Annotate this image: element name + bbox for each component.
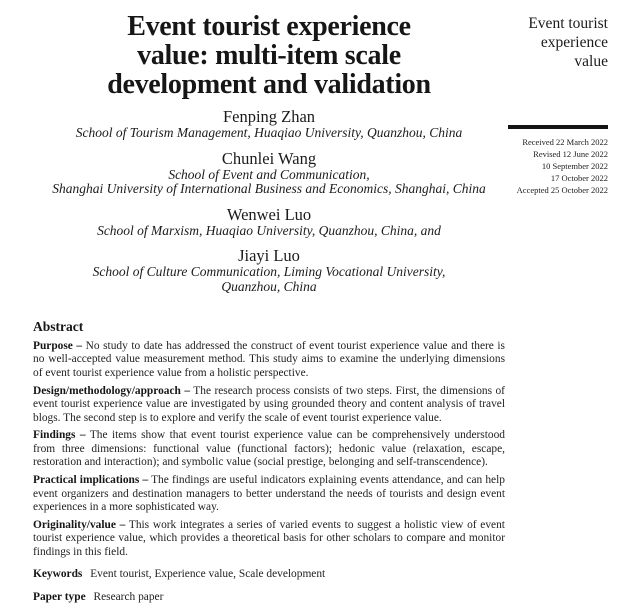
author-name: Fenping Zhan bbox=[222, 107, 316, 126]
author bbox=[33, 247, 505, 294]
affiliation-line: School of Event and Communication, bbox=[168, 166, 370, 182]
abstract-label: Design/methodology/approach – bbox=[33, 384, 191, 397]
abstract-text: The items show that event tourist experience value can be comprehensively understood from three dimensions: functional value (functional factors); hedonic value (relaxation, escape, restoration and interaction); and symbolic value (social prestige, belonging and self-transcendence). bbox=[33, 429, 505, 469]
affiliation-line: Quanzhou, China bbox=[221, 278, 317, 294]
abstract-text: This work integrates a series of varied events to suggest a holistic view of event tourist experience value, which provides a theoretical basis for other scholars to compare and monitor findings in this field. bbox=[33, 518, 505, 558]
journal-sidebar bbox=[508, 14, 608, 196]
abstract-paragraph-design bbox=[33, 385, 505, 425]
received-dates bbox=[508, 136, 608, 196]
keywords-text: Event tourist, Experience value, Scale development bbox=[90, 568, 326, 581]
title-line: value: multi-item scale bbox=[137, 40, 401, 71]
abstract-paragraph-purpose bbox=[33, 340, 505, 380]
abstract-text: The findings are useful indicators explaining events attendance, and can help event organizers and destination managers to better understand the needs of tourists and design event experiences in a more sophisticated way. bbox=[33, 474, 505, 513]
author-affiliation bbox=[33, 168, 505, 197]
keywords-label: Keywords bbox=[33, 568, 83, 581]
abstract-text: No study to date has addressed the construct of event tourist experience value and there is no well-accepted value measurement method. This study aims to examine the underlying dimensions of event tourist experience value from a holistic perspective. bbox=[33, 340, 505, 379]
date-line: Accepted 25 October 2022 bbox=[516, 185, 608, 195]
abstract-section bbox=[33, 319, 505, 604]
paper-type-text: Research paper bbox=[93, 590, 164, 603]
article-title bbox=[33, 12, 505, 99]
title-line: Event tourist experience bbox=[127, 11, 411, 42]
paper-type-label: Paper type bbox=[33, 590, 86, 603]
abstract-paragraph-originality bbox=[33, 519, 505, 559]
affiliation-line: School of Marxism, Huaqiao University, Quanzhou, China, and bbox=[97, 222, 441, 238]
author-name: Wenwei Luo bbox=[226, 204, 312, 224]
abstract-paragraph-practical bbox=[33, 474, 505, 514]
date-line: Received 22 March 2022 bbox=[522, 137, 608, 147]
abstract-text: The research process consists of two steps. First, the dimensions of event tourist experience value are investigated by using grounded theory and content analysis of travel blogs. The second step is to explore and verify the scale of event tourist experience value. bbox=[33, 384, 505, 424]
author bbox=[33, 206, 505, 239]
author-name: Jiayi Luo bbox=[238, 246, 300, 265]
abstract-label: Purpose – bbox=[33, 340, 83, 352]
author-affiliation bbox=[33, 224, 505, 239]
abstract-label: Findings – bbox=[33, 429, 86, 442]
date-line: Revised 12 June 2022 bbox=[533, 149, 608, 159]
running-title-line: value bbox=[574, 53, 608, 70]
author bbox=[33, 150, 505, 197]
author bbox=[33, 108, 505, 141]
abstract-label: Practical implications – bbox=[33, 474, 149, 487]
main-column bbox=[33, 12, 505, 604]
running-title bbox=[508, 14, 608, 71]
running-title-line: Event tourist bbox=[528, 15, 608, 32]
running-title-line: experience bbox=[540, 34, 608, 51]
affiliation-line: School of Tourism Management, Huaqiao University, Quanzhou, China bbox=[75, 125, 463, 140]
author-affiliation bbox=[33, 126, 505, 141]
paper-type-line bbox=[33, 591, 505, 604]
keywords-line bbox=[33, 568, 505, 581]
abstract-paragraph-findings bbox=[33, 429, 505, 469]
author-name: Chunlei Wang bbox=[221, 148, 317, 168]
abstract-label: Originality/value – bbox=[33, 518, 126, 531]
abstract-heading: Abstract bbox=[33, 319, 84, 334]
title-line: development and validation bbox=[107, 69, 431, 100]
affiliation-line: School of Culture Communication, Liming Vocational University, bbox=[92, 264, 446, 279]
author-affiliation bbox=[33, 265, 505, 294]
date-line: 10 September 2022 bbox=[541, 161, 608, 171]
sidebar-rule bbox=[508, 125, 608, 129]
date-line: 17 October 2022 bbox=[550, 173, 608, 183]
affiliation-line: Shanghai University of International Business and Economics, Shanghai, China bbox=[52, 181, 486, 196]
authors-block bbox=[33, 108, 505, 294]
